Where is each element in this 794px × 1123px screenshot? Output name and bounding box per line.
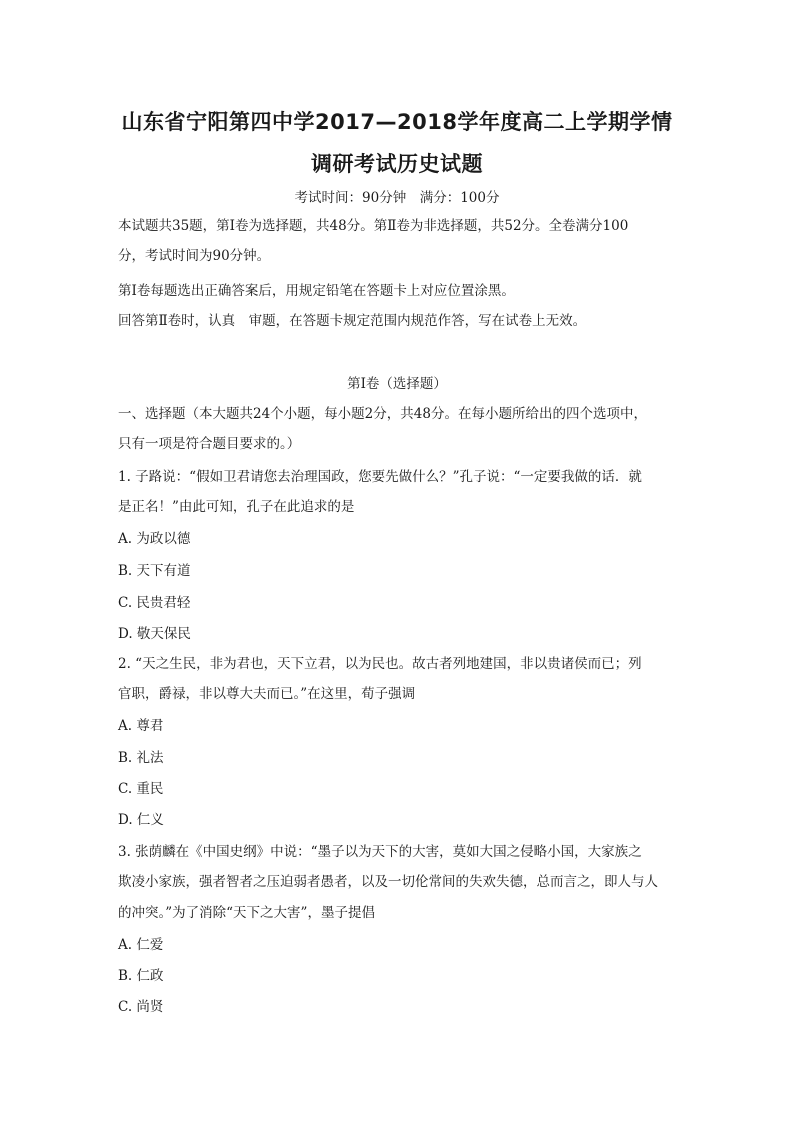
question-3-option-b: B. 仁政 xyxy=(118,968,164,984)
question-3-stem-line: 3. 张荫麟在《中国史纲》中说：“墨子以为天下的大害，莫如大国之侵略小国，大家族之 xyxy=(118,844,642,860)
instruction-line: 分，考试时间为90分钟。 xyxy=(118,248,271,264)
question-1-option-b: B. 天下有道 xyxy=(118,563,191,579)
section-intro-line: 一、选择题（本大题共24个小题，每小题2分，共48分。在每小题所给出的四个选项中， xyxy=(118,406,647,422)
exam-title-line-2: 调研考试历史试题 xyxy=(311,152,483,176)
exam-title-line-1: 山东省宁阳第四中学2017—2018学年度高二上学期学情 xyxy=(121,110,673,134)
section-intro-line: 只有一项是符合题目要求的。） xyxy=(118,436,301,452)
question-2-option-c: C. 重民 xyxy=(118,781,164,797)
instruction-line: 回答第Ⅱ卷时，认真 审题，在答题卡规定范围内规范作答，写在试卷上无效。 xyxy=(118,313,587,329)
question-1-option-d: D. 敬天保民 xyxy=(118,626,191,642)
instruction-line: 本试题共35题，第Ⅰ卷为选择题，共48分。第Ⅱ卷为非选择题，共52分。全卷满分100 xyxy=(118,218,629,234)
question-2-stem-line: 2. “天之生民，非为君也，天下立君，以为民也。故古者列地建国，非以贵诸侯而已；列 xyxy=(118,656,642,672)
instruction-line: 第Ⅰ卷每题选出正确答案后，用规定铅笔在答题卡上对应位置涂黑。 xyxy=(118,283,515,299)
question-2-option-b: B. 礼法 xyxy=(118,750,164,766)
question-1-stem-line: 是正名！”由此可知，孔子在此追求的是 xyxy=(118,499,355,515)
question-3-stem-line: 欺凌小家族，强者智者之压迫弱者愚者，以及一切伦常间的失欢失德，总而言之，即人与人 xyxy=(118,874,658,890)
question-2-option-d: D. 仁义 xyxy=(118,812,164,828)
question-2-option-a: A. 尊君 xyxy=(118,718,164,734)
section-title: 第Ⅰ卷（选择题） xyxy=(347,376,447,392)
question-1-stem-line: 1. 子路说：“假如卫君请您去治理国政，您要先做什么？”孔子说：“一定要我做的话．就 xyxy=(118,469,642,485)
question-1-option-c: C. 民贵君轻 xyxy=(118,595,191,611)
question-1-option-a: A. 为政以德 xyxy=(118,531,191,547)
question-3-option-a: A. 仁爱 xyxy=(118,937,164,953)
question-3-option-c: C. 尚贤 xyxy=(118,999,164,1015)
question-2-stem-line: 官职，爵禄，非以尊大夫而已。”在这里，荀子强调 xyxy=(118,686,416,702)
question-3-stem-line: 的冲突。”为了消除“天下之大害”，墨子提倡 xyxy=(118,905,375,921)
exam-info: 考试时间：90分钟 满分：100分 xyxy=(294,190,500,206)
